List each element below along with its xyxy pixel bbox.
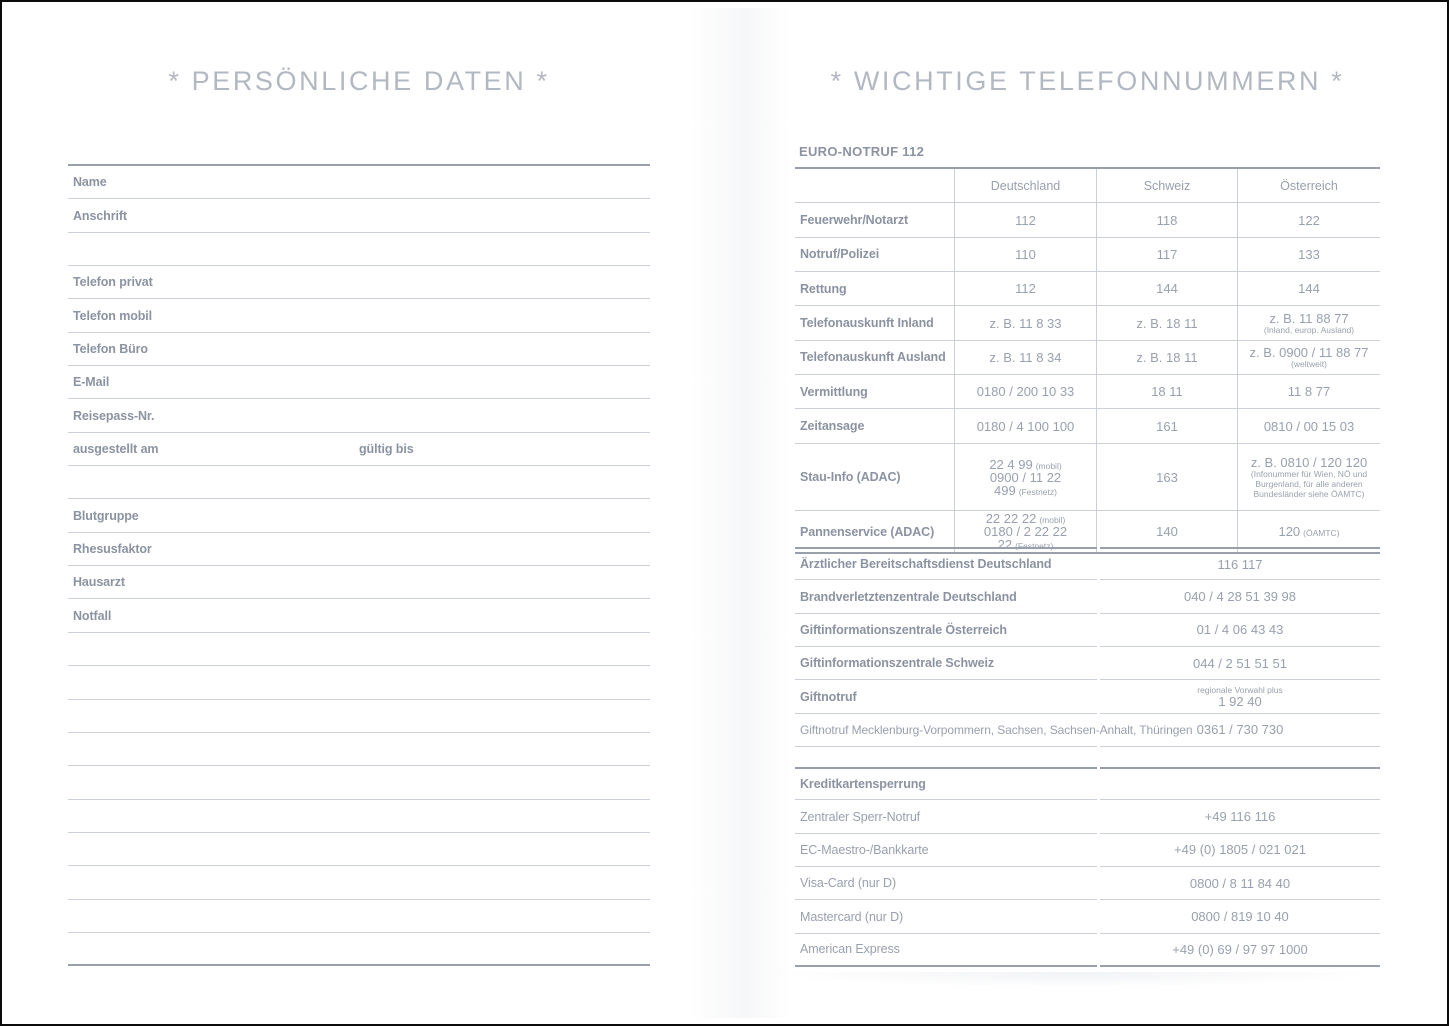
value-note: (Infonummer für Wien, NÖ und Burgenland, für alle anderen Bundesländer siehe ÖAMTC) <box>1250 468 1368 499</box>
section-row <box>795 834 1380 867</box>
value-line <box>989 351 1061 364</box>
value-text: +49 (0) 69 / 97 97 1000 <box>1172 941 1308 957</box>
value-cell <box>955 375 1097 408</box>
row-label: Telefonauskunft Ausland <box>800 350 946 365</box>
value-text: 120 <box>1278 524 1301 540</box>
form-row <box>68 166 650 199</box>
table-row <box>795 375 1380 409</box>
row-label: Pannenservice (ADAC) <box>800 524 935 539</box>
form-row <box>68 533 650 566</box>
section-label-cell <box>795 834 1097 867</box>
column-header-label: Deutschland <box>990 178 1061 193</box>
value-line <box>1174 843 1306 856</box>
field-label-secondary: gültig bis <box>359 441 414 456</box>
value-text: z. B. 0810 / 120 120 <box>1250 454 1368 470</box>
section-label-cell <box>795 614 1097 647</box>
section-value-cell <box>1100 834 1380 867</box>
value-text: 044 / 2 51 51 51 <box>1193 655 1287 671</box>
section-value-cell <box>1100 800 1380 833</box>
form-row <box>68 199 650 232</box>
row-label-cell <box>795 203 955 236</box>
value-cell <box>1097 238 1238 271</box>
section-row <box>795 767 1380 800</box>
section-row <box>795 714 1380 747</box>
value-text: 0361 / 730 730 <box>1196 722 1284 738</box>
section-label: Kreditkartensperrung <box>800 777 926 792</box>
value-text: 110 <box>1015 246 1036 262</box>
row-label: Feuerwehr/Notarzt <box>800 213 909 228</box>
value-text: 116 117 <box>1217 556 1263 572</box>
value-line <box>1156 282 1178 295</box>
value-line <box>1205 810 1276 823</box>
section-label-cell <box>795 647 1097 680</box>
value-note: (mobil) <box>1039 515 1066 526</box>
value-text: z. B. 0900 / 11 88 77 <box>1249 344 1369 360</box>
value-line <box>1197 623 1284 636</box>
value-text: 122 <box>1298 212 1320 228</box>
value-line <box>1291 359 1327 369</box>
form-row <box>68 800 650 833</box>
value-note: (Festnetz) <box>1018 486 1057 497</box>
field-label: Name <box>73 175 107 190</box>
value-line <box>1217 558 1262 571</box>
section-row <box>795 547 1380 580</box>
value-text: 117 <box>1156 246 1178 262</box>
form-row <box>68 299 650 332</box>
value-note: (ÖAMTC) <box>1303 528 1340 539</box>
value-line <box>1172 943 1308 956</box>
section-row <box>795 580 1380 613</box>
column-header-label: Schweiz <box>1143 178 1191 193</box>
form-row <box>68 566 650 599</box>
field-label: Reisepass-Nr. <box>73 408 155 423</box>
field-label: Rhesusfaktor <box>73 541 152 556</box>
section-value-cell <box>1100 680 1380 713</box>
section-label: Visa-Card (nur D) <box>800 876 897 891</box>
form-row <box>68 499 650 532</box>
value-text: 0180 / 200 10 33 <box>976 384 1075 400</box>
value-line <box>1193 657 1287 670</box>
value-line <box>1184 590 1296 603</box>
value-line <box>1015 282 1036 295</box>
row-label: Rettung <box>800 281 847 296</box>
section-label-cell <box>795 867 1097 900</box>
value-line <box>1015 248 1036 261</box>
value-cell <box>1097 306 1238 339</box>
value-text: 133 <box>1298 246 1320 262</box>
value-text: z. B. 11 8 33 <box>989 315 1062 331</box>
form-row <box>68 399 650 432</box>
value-cell <box>1238 409 1380 442</box>
row-label: Zeitansage <box>800 419 865 434</box>
section-label-cell <box>795 547 1097 580</box>
value-text: 0180 / 4 100 100 <box>976 418 1075 434</box>
section-row <box>795 647 1380 680</box>
value-cell <box>1238 306 1380 339</box>
section-row <box>795 614 1380 647</box>
value-cell <box>955 409 1097 442</box>
value-cell <box>1097 272 1238 305</box>
row-label: Telefonauskunft Inland <box>800 316 934 331</box>
form-row <box>68 900 650 933</box>
form-row <box>68 933 650 966</box>
value-text: 0800 / 819 10 40 <box>1191 909 1289 925</box>
value-line <box>1298 214 1320 227</box>
row-label-cell <box>795 444 955 511</box>
section-label-cell <box>795 900 1097 933</box>
section-value-cell <box>1100 934 1380 967</box>
field-label: Anschrift <box>73 208 127 223</box>
value-line <box>1298 248 1320 261</box>
value-line <box>1156 471 1178 484</box>
section-label: Ärztlicher Bereitschaftsdienst Deutschland <box>800 557 1052 572</box>
column-header-label: Österreich <box>1280 178 1338 193</box>
value-line <box>1136 317 1197 330</box>
section-label-cell <box>795 767 1097 800</box>
value-note: regionale Vorwahl plus <box>1197 685 1283 696</box>
section-label: Mastercard (nur D) <box>800 909 904 924</box>
section-row <box>795 934 1380 967</box>
row-label: Notruf/Polizei <box>800 247 880 262</box>
value-line <box>1197 723 1284 736</box>
row-label-cell <box>795 409 955 442</box>
value-line <box>1269 312 1348 325</box>
table-row <box>795 341 1380 375</box>
form-row <box>68 633 650 666</box>
form-row <box>68 866 650 899</box>
value-text: 18 11 <box>1151 384 1183 400</box>
value-line <box>1015 214 1036 227</box>
emergency-numbers-table <box>795 167 1380 554</box>
value-text: 163 <box>1156 469 1178 485</box>
value-line <box>1298 282 1320 295</box>
field-label: Telefon Büro <box>73 341 148 356</box>
value-line <box>1251 456 1367 469</box>
value-text: z. B. 18 11 <box>1136 315 1198 331</box>
section-value-cell <box>1100 867 1380 900</box>
page-bottom-shadow <box>770 972 1382 988</box>
value-line <box>1156 525 1178 538</box>
value-line <box>1190 877 1290 890</box>
value-cell <box>1238 272 1380 305</box>
section-row <box>795 680 1380 713</box>
value-note: (mobil) <box>1035 460 1062 471</box>
value-text: 0900 / 11 22 499 <box>989 469 1062 498</box>
form-row <box>68 433 650 466</box>
value-text: 0810 / 00 15 03 <box>1263 418 1355 434</box>
phone-numbers-page <box>795 0 1380 1026</box>
field-label: ausgestellt am <box>73 441 159 456</box>
section-label: Giftinformationszentrale Österreich <box>800 622 1007 637</box>
table-row <box>795 238 1380 272</box>
value-line <box>957 471 1094 497</box>
field-label: Telefon privat <box>73 275 153 290</box>
form-row <box>68 833 650 866</box>
value-note: (weltweit) <box>1291 358 1327 369</box>
table-row <box>795 409 1380 443</box>
value-cell <box>955 341 1097 374</box>
personal-data-form <box>68 164 650 966</box>
value-cell <box>1097 444 1238 511</box>
value-text: 1 92 40 <box>1218 694 1262 710</box>
value-cell <box>1238 238 1380 271</box>
field-label: Telefon mobil <box>73 308 153 323</box>
value-text: 11 8 77 <box>1287 384 1331 400</box>
table-row <box>795 306 1380 340</box>
form-row <box>68 733 650 766</box>
section-row <box>795 800 1380 833</box>
field-label: Notfall <box>73 608 112 623</box>
section-label: EC-Maestro-/Bankkarte <box>800 842 929 857</box>
value-text: z. B. 18 11 <box>1136 349 1198 365</box>
value-text: 112 <box>1015 212 1036 228</box>
form-row <box>68 266 650 299</box>
value-cell <box>1238 203 1380 236</box>
value-cell <box>1097 409 1238 442</box>
hotlines-section <box>795 547 1380 747</box>
value-text: z. B. 11 88 77 <box>1269 310 1349 326</box>
value-cell <box>955 203 1097 236</box>
value-line <box>1278 525 1339 538</box>
value-line <box>1157 214 1178 227</box>
column-header-cell <box>955 169 1097 202</box>
value-cell <box>1097 203 1238 236</box>
section-label-cell <box>795 934 1097 967</box>
field-label: E-Mail <box>73 375 110 390</box>
value-cell <box>955 272 1097 305</box>
value-text: 112 <box>1015 281 1036 297</box>
row-label-cell <box>795 306 955 339</box>
value-line <box>989 317 1061 330</box>
value-line <box>1156 420 1178 433</box>
personal-data-page <box>68 0 650 1026</box>
value-text: 040 / 4 28 51 39 98 <box>1183 589 1297 605</box>
value-line <box>1264 420 1354 433</box>
value-text: 144 <box>1298 281 1320 297</box>
column-header-cell <box>1097 169 1238 202</box>
section-label-cell <box>795 714 1193 747</box>
section-row <box>795 867 1380 900</box>
section-value-cell <box>1100 580 1380 613</box>
value-cell <box>955 238 1097 271</box>
section-value-cell <box>1100 714 1380 747</box>
section-label-cell <box>795 800 1097 833</box>
form-row <box>68 766 650 799</box>
section-value-cell <box>1100 647 1380 680</box>
section-row <box>795 900 1380 933</box>
column-header-cell <box>795 169 955 202</box>
row-label-cell <box>795 272 955 305</box>
table-row <box>795 203 1380 237</box>
value-line <box>1264 325 1354 335</box>
value-text: 144 <box>1156 281 1178 297</box>
section-label-cell <box>795 680 1097 713</box>
section-label: Giftnotruf Mecklenburg-Vorpommern, Sachsen, Sachsen-Anhalt, Thüringen <box>800 722 1193 737</box>
value-cell <box>1238 341 1380 374</box>
value-line <box>1157 248 1178 261</box>
row-label-cell <box>795 341 955 374</box>
value-cell <box>1238 375 1380 408</box>
section-value-cell <box>1100 900 1380 933</box>
value-line <box>1241 469 1377 499</box>
value-line <box>1136 351 1197 364</box>
row-label: Stau-Info (ADAC) <box>800 470 901 485</box>
value-line <box>1288 385 1330 398</box>
table-header-row <box>795 169 1380 203</box>
value-text: 01 / 4 06 43 43 <box>1196 622 1284 638</box>
value-text: 118 <box>1156 212 1178 228</box>
value-line <box>1151 385 1183 398</box>
section-value-cell <box>1100 614 1380 647</box>
value-text: 22 22 22 <box>985 511 1037 527</box>
section-label-cell <box>795 580 1097 613</box>
form-row <box>68 366 650 399</box>
row-label-cell <box>795 238 955 271</box>
form-row <box>68 333 650 366</box>
section-label: Giftnotruf <box>800 689 857 704</box>
value-text: +49 (0) 1805 / 021 021 <box>1174 842 1306 858</box>
section-label: Brandverletztenzentrale Deutschland <box>800 589 1017 604</box>
column-header-cell <box>1238 169 1380 202</box>
form-row <box>68 466 650 499</box>
value-cell <box>1238 444 1380 511</box>
value-cell <box>1097 341 1238 374</box>
form-row <box>68 599 650 632</box>
section-value-cell <box>1100 547 1380 580</box>
value-note: (Festnetz) <box>1015 541 1054 552</box>
form-row <box>68 666 650 699</box>
page-gutter-shading <box>688 8 792 1018</box>
value-cell <box>955 306 1097 339</box>
form-row <box>68 700 650 733</box>
value-line <box>977 385 1075 398</box>
euro-notruf-heading: EURO-NOTRUF 112 <box>799 144 925 159</box>
field-label: Blutgruppe <box>73 508 139 523</box>
field-label: Hausarzt <box>73 575 125 590</box>
page-title-personal-data: * PERSÖNLICHE DATEN * <box>168 66 550 96</box>
value-line <box>1191 910 1289 923</box>
value-text: +49 116 116 <box>1204 809 1276 825</box>
page-title-phone-numbers: * WICHTIGE TELEFONNUMMERN * <box>830 66 1345 96</box>
section-label: American Express <box>800 942 900 957</box>
form-row <box>68 233 650 266</box>
value-line <box>977 420 1075 433</box>
value-line <box>1249 346 1368 359</box>
value-text: 0800 / 8 11 84 40 <box>1189 875 1291 891</box>
value-cell <box>955 444 1097 511</box>
section-label: Zentraler Sperr-Notruf <box>800 809 921 824</box>
value-note: (Inland, europ. Ausland) <box>1263 324 1355 335</box>
table-row <box>795 444 1380 512</box>
value-text: z. B. 11 8 34 <box>989 349 1062 365</box>
value-text: 0180 / 2 22 22 22 <box>983 524 1068 553</box>
section-value-cell <box>1100 767 1380 800</box>
row-label-cell <box>795 375 955 408</box>
value-line <box>1218 695 1261 708</box>
table-row <box>795 272 1380 306</box>
row-label: Vermittlung <box>800 384 868 399</box>
credit-card-blocking-section <box>795 767 1380 967</box>
value-text: 140 <box>1156 524 1178 540</box>
value-text: 22 4 99 <box>989 456 1033 472</box>
value-text: 161 <box>1156 418 1178 434</box>
value-cell <box>1097 375 1238 408</box>
section-label: Giftinformationszentrale Schweiz <box>800 656 995 671</box>
